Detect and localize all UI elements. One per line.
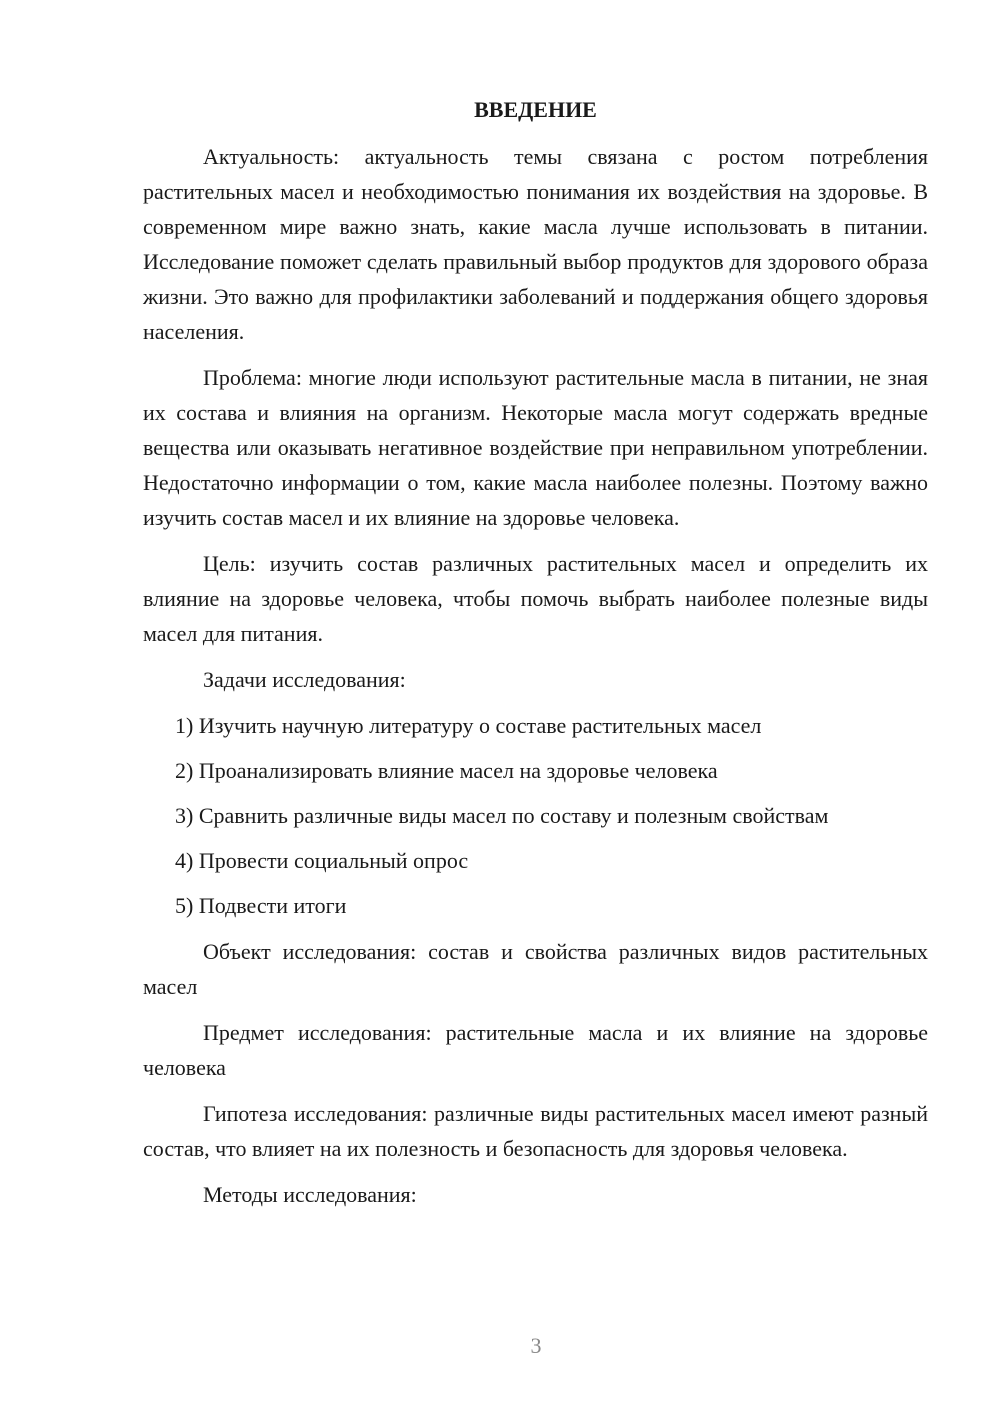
task-item: 1) Изучить научную литературу о составе растительных масел: [175, 713, 762, 738]
object-paragraph: Объект исследования: состав и свойства различных видов растительных масел: [143, 939, 928, 999]
tasks-list: [143, 708, 928, 923]
tasks-heading: Задачи исследования:: [203, 667, 406, 692]
document-page: [143, 95, 928, 1223]
problem-paragraph: Проблема: многие люди используют растительные масла в питании, не зная их состава и влияния на организм. Некоторые масла могут содержать вредные вещества или оказывать негативное воздействие при неправильном употреблении. Недостаточно информации о том, какие масла наиболее полезны. Поэтому важно изучить состав масел и их влияние на здоровье человека.: [143, 365, 928, 530]
goal-paragraph: Цель: изучить состав различных растительных масел и определить их влияние на здоровье человека, чтобы помочь выбрать наиболее полезные виды масел для питания.: [143, 551, 928, 646]
relevance-paragraph: Актуальность: актуальность темы связана с ростом потребления растительных масел и необходимостью понимания их воздействия на здоровье. В современном мире важно знать, какие масла лучше использовать в питании. Исследование поможет сделать правильный выбор продуктов для здорового образа жизни. Это важно для профилактики заболеваний и поддержания общего здоровья населения.: [143, 144, 928, 344]
hypothesis-paragraph: Гипотеза исследования: различные виды растительных масел имеют разный состав, что влияет на их полезность и безопасность для здоровья человека.: [143, 1101, 928, 1161]
methods-heading: Методы исследования:: [203, 1182, 417, 1207]
task-item: 5) Подвести итоги: [175, 893, 347, 918]
section-title: ВВЕДЕНИЕ: [474, 97, 597, 122]
task-item: 4) Провести социальный опрос: [175, 848, 469, 873]
task-item: 2) Проанализировать влияние масел на здоровье человека: [175, 758, 718, 783]
task-item: 3) Сравнить различные виды масел по составу и полезным свойствам: [175, 803, 829, 828]
subject-paragraph: Предмет исследования: растительные масла и их влияние на здоровье человека: [143, 1020, 928, 1080]
page-number: 3: [530, 1333, 542, 1358]
